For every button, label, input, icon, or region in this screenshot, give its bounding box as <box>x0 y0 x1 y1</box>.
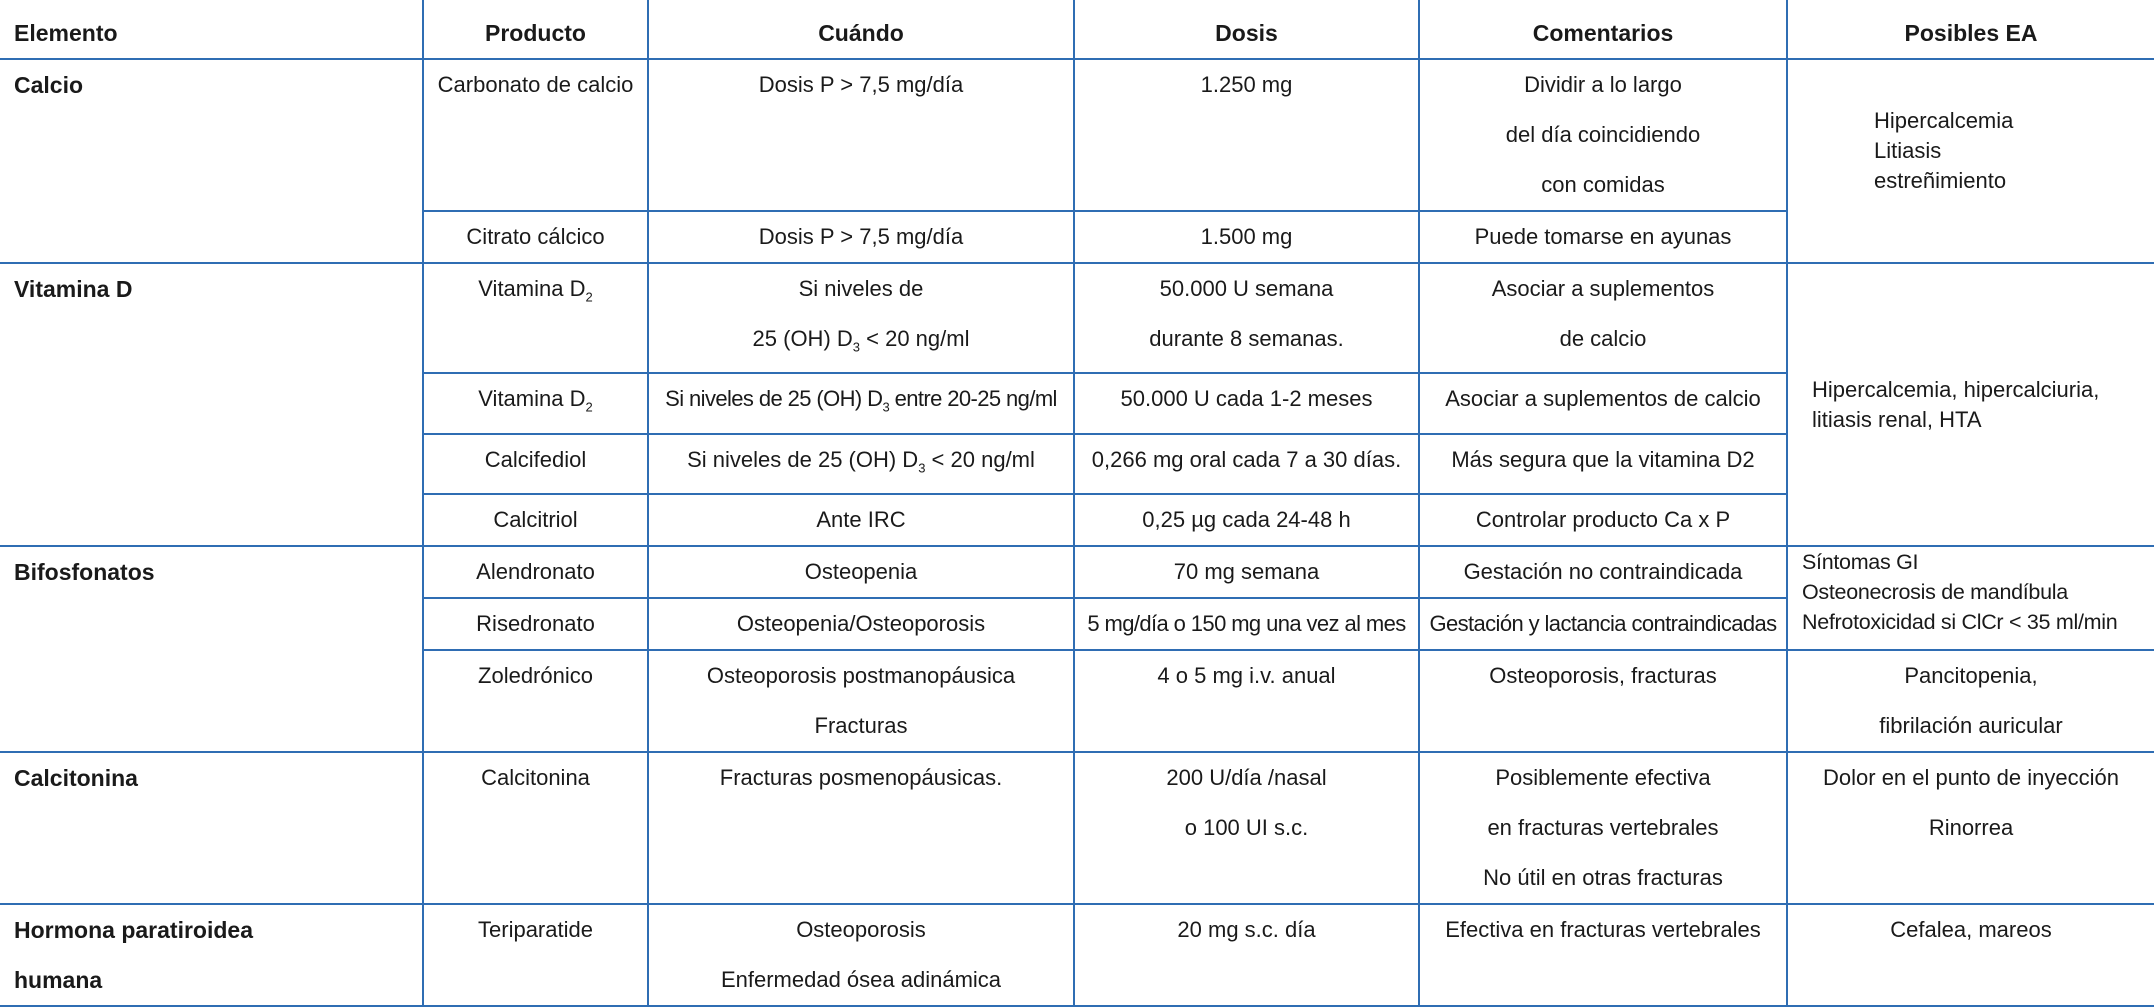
header-cuando: Cuándo <box>648 0 1074 59</box>
ea-line: litiasis renal, HTA <box>1812 406 1982 432</box>
cuando-cell: Si niveles de 25 (OH) $D_3 < 20$ ng/ml <box>648 434 1074 494</box>
header-producto: Producto <box>423 0 648 59</box>
cuando-cell: Si niveles de 25 (OH) $D_3 < 20$ ng/ml <box>648 263 1074 373</box>
ea-line: Litiasis <box>1874 138 1942 163</box>
dosis-cell: 0,25 µg cada 24-48 h <box>1074 494 1419 546</box>
table-row <box>0 263 2154 373</box>
comentarios-cell: Puede tomarse en ayunas <box>1419 211 1787 263</box>
producto-cell: Calcitriol <box>423 494 648 546</box>
elemento-cell <box>0 546 423 752</box>
elemento-label: Hormona paratiroidea <box>14 917 253 944</box>
dosis-cell: 50.000 U cada 1-2 meses <box>1074 373 1419 433</box>
ea-cell: Cefalea, mareos <box>1787 904 2154 1006</box>
producto-cell: Risedronato <box>423 598 648 650</box>
table-row <box>0 546 2154 598</box>
dosis-cell: 5 mg/día o 150 mg una vez al mes <box>1074 598 1419 650</box>
elemento-label: Vitamina D <box>14 276 133 302</box>
ea-line: Síntomas GI <box>1802 550 1919 575</box>
elemento-label: humana <box>14 967 103 994</box>
dosis-cell: 50.000 U semana durante 8 semanas. <box>1074 263 1419 373</box>
cuando-cell: Osteopenia <box>648 546 1074 598</box>
comentarios-cell: Gestación y lactancia contraindicadas <box>1419 598 1787 650</box>
comentario-line: del día coincidiendo <box>1505 122 1701 147</box>
producto-cell: Citrato cálcico <box>423 211 648 263</box>
comentarios-cell: Asociar a suplementos de calcio <box>1419 373 1787 433</box>
comentario-line: Dividir a lo largo <box>1524 72 1682 97</box>
producto-cell: Carbonato de calcio <box>423 59 648 211</box>
table-row <box>0 904 2154 1006</box>
ea-line: Hipercalcemia <box>1874 108 2014 133</box>
ea-line: Nefrotoxicidad si ClCr < 35 ml/min <box>1802 610 2118 635</box>
ea-cell <box>1787 263 2154 546</box>
producto-cell: Alendronato <box>423 546 648 598</box>
producto-cell: Zoledrónico <box>423 650 648 752</box>
cuando-cell: Si niveles de 25 (OH) $D_3$ entre 20-25 ng/ml <box>648 373 1074 433</box>
producto-cell: Vitamina $D_2$ <box>423 263 648 373</box>
ea-cell <box>1787 546 2154 650</box>
cuando-cell: Dosis P > 7,5 mg/día <box>648 211 1074 263</box>
ea-line: Hipercalcemia, hipercalciuria, <box>1812 376 2100 402</box>
comentarios-cell: Posiblemente efectiva en fracturas vertebrales No útil en otras fracturas <box>1419 752 1787 904</box>
dosis-cell: 200 U/día /nasal o 100 UI s.c. <box>1074 752 1419 904</box>
comentarios-cell: Gestación no contraindicada <box>1419 546 1787 598</box>
elemento-cell <box>0 59 423 263</box>
cuando-cell: Fracturas posmenopáusicas. <box>648 752 1074 904</box>
dosis-cell: 1.500 mg <box>1074 211 1419 263</box>
producto-cell: Vitamina $D_2$ <box>423 373 648 433</box>
elemento-cell <box>0 263 423 546</box>
dosis-cell: 4 o 5 mg i.v. anual <box>1074 650 1419 752</box>
header-elemento: Elemento <box>0 0 423 59</box>
dosis-cell: 70 mg semana <box>1074 546 1419 598</box>
comentarios-cell: Más segura que la vitamina D2 <box>1419 434 1787 494</box>
ea-line: estreñimiento <box>1874 168 2007 193</box>
cuando-cell: Dosis P > 7,5 mg/día <box>648 59 1074 211</box>
ea-line: Rinorrea <box>1928 815 2014 841</box>
header-dosis: Dosis <box>1074 0 1419 59</box>
comentarios-cell: Efectiva en fracturas vertebrales <box>1419 904 1787 1006</box>
dosis-cell: 0,266 mg oral cada 7 a 30 días. <box>1074 434 1419 494</box>
comentarios-cell: Osteoporosis, fracturas <box>1419 650 1787 752</box>
dosis-cell: 20 mg s.c. día <box>1074 904 1419 1006</box>
elemento-label: Bifosfonatos <box>14 559 155 586</box>
elemento-cell <box>0 752 423 904</box>
comentario-line: con comidas <box>1541 172 1665 197</box>
ea-line: fibrilación auricular <box>1879 713 2063 739</box>
header-posibles-ea: Posibles EA <box>1787 0 2154 59</box>
header-row <box>0 0 2154 59</box>
comentarios-cell <box>1419 59 1787 211</box>
producto-cell: Calcifediol <box>423 434 648 494</box>
cuando-cell: Osteoporosis postmanopáusica Fracturas <box>648 650 1074 752</box>
table-row <box>0 59 2154 211</box>
header-comentarios: Comentarios <box>1419 0 1787 59</box>
ea-cell <box>1787 650 2154 752</box>
producto-cell: Calcitonina <box>423 752 648 904</box>
ea-line: Dolor en el punto de inyección <box>1823 765 2119 791</box>
elemento-label: Calcio <box>14 72 84 98</box>
cuando-cell: Osteopenia/Osteoporosis <box>648 598 1074 650</box>
ea-line: Pancitopenia, <box>1904 663 2038 689</box>
ea-cell <box>1787 752 2154 904</box>
cuando-cell: Ante IRC <box>648 494 1074 546</box>
elemento-cell <box>0 904 423 1006</box>
dosis-cell: 1.250 mg <box>1074 59 1419 211</box>
ea-cell <box>1787 59 2154 263</box>
ea-line: Osteonecrosis de mandíbula <box>1802 580 2068 605</box>
producto-cell: Teriparatide <box>423 904 648 1006</box>
comentarios-cell: Asociar a suplementos de calcio <box>1419 263 1787 373</box>
cuando-cell: Osteoporosis Enfermedad ósea adinámica <box>648 904 1074 1006</box>
table-row <box>0 752 2154 904</box>
comentarios-cell: Controlar producto Ca x P <box>1419 494 1787 546</box>
elemento-label: Calcitonina <box>14 765 138 792</box>
